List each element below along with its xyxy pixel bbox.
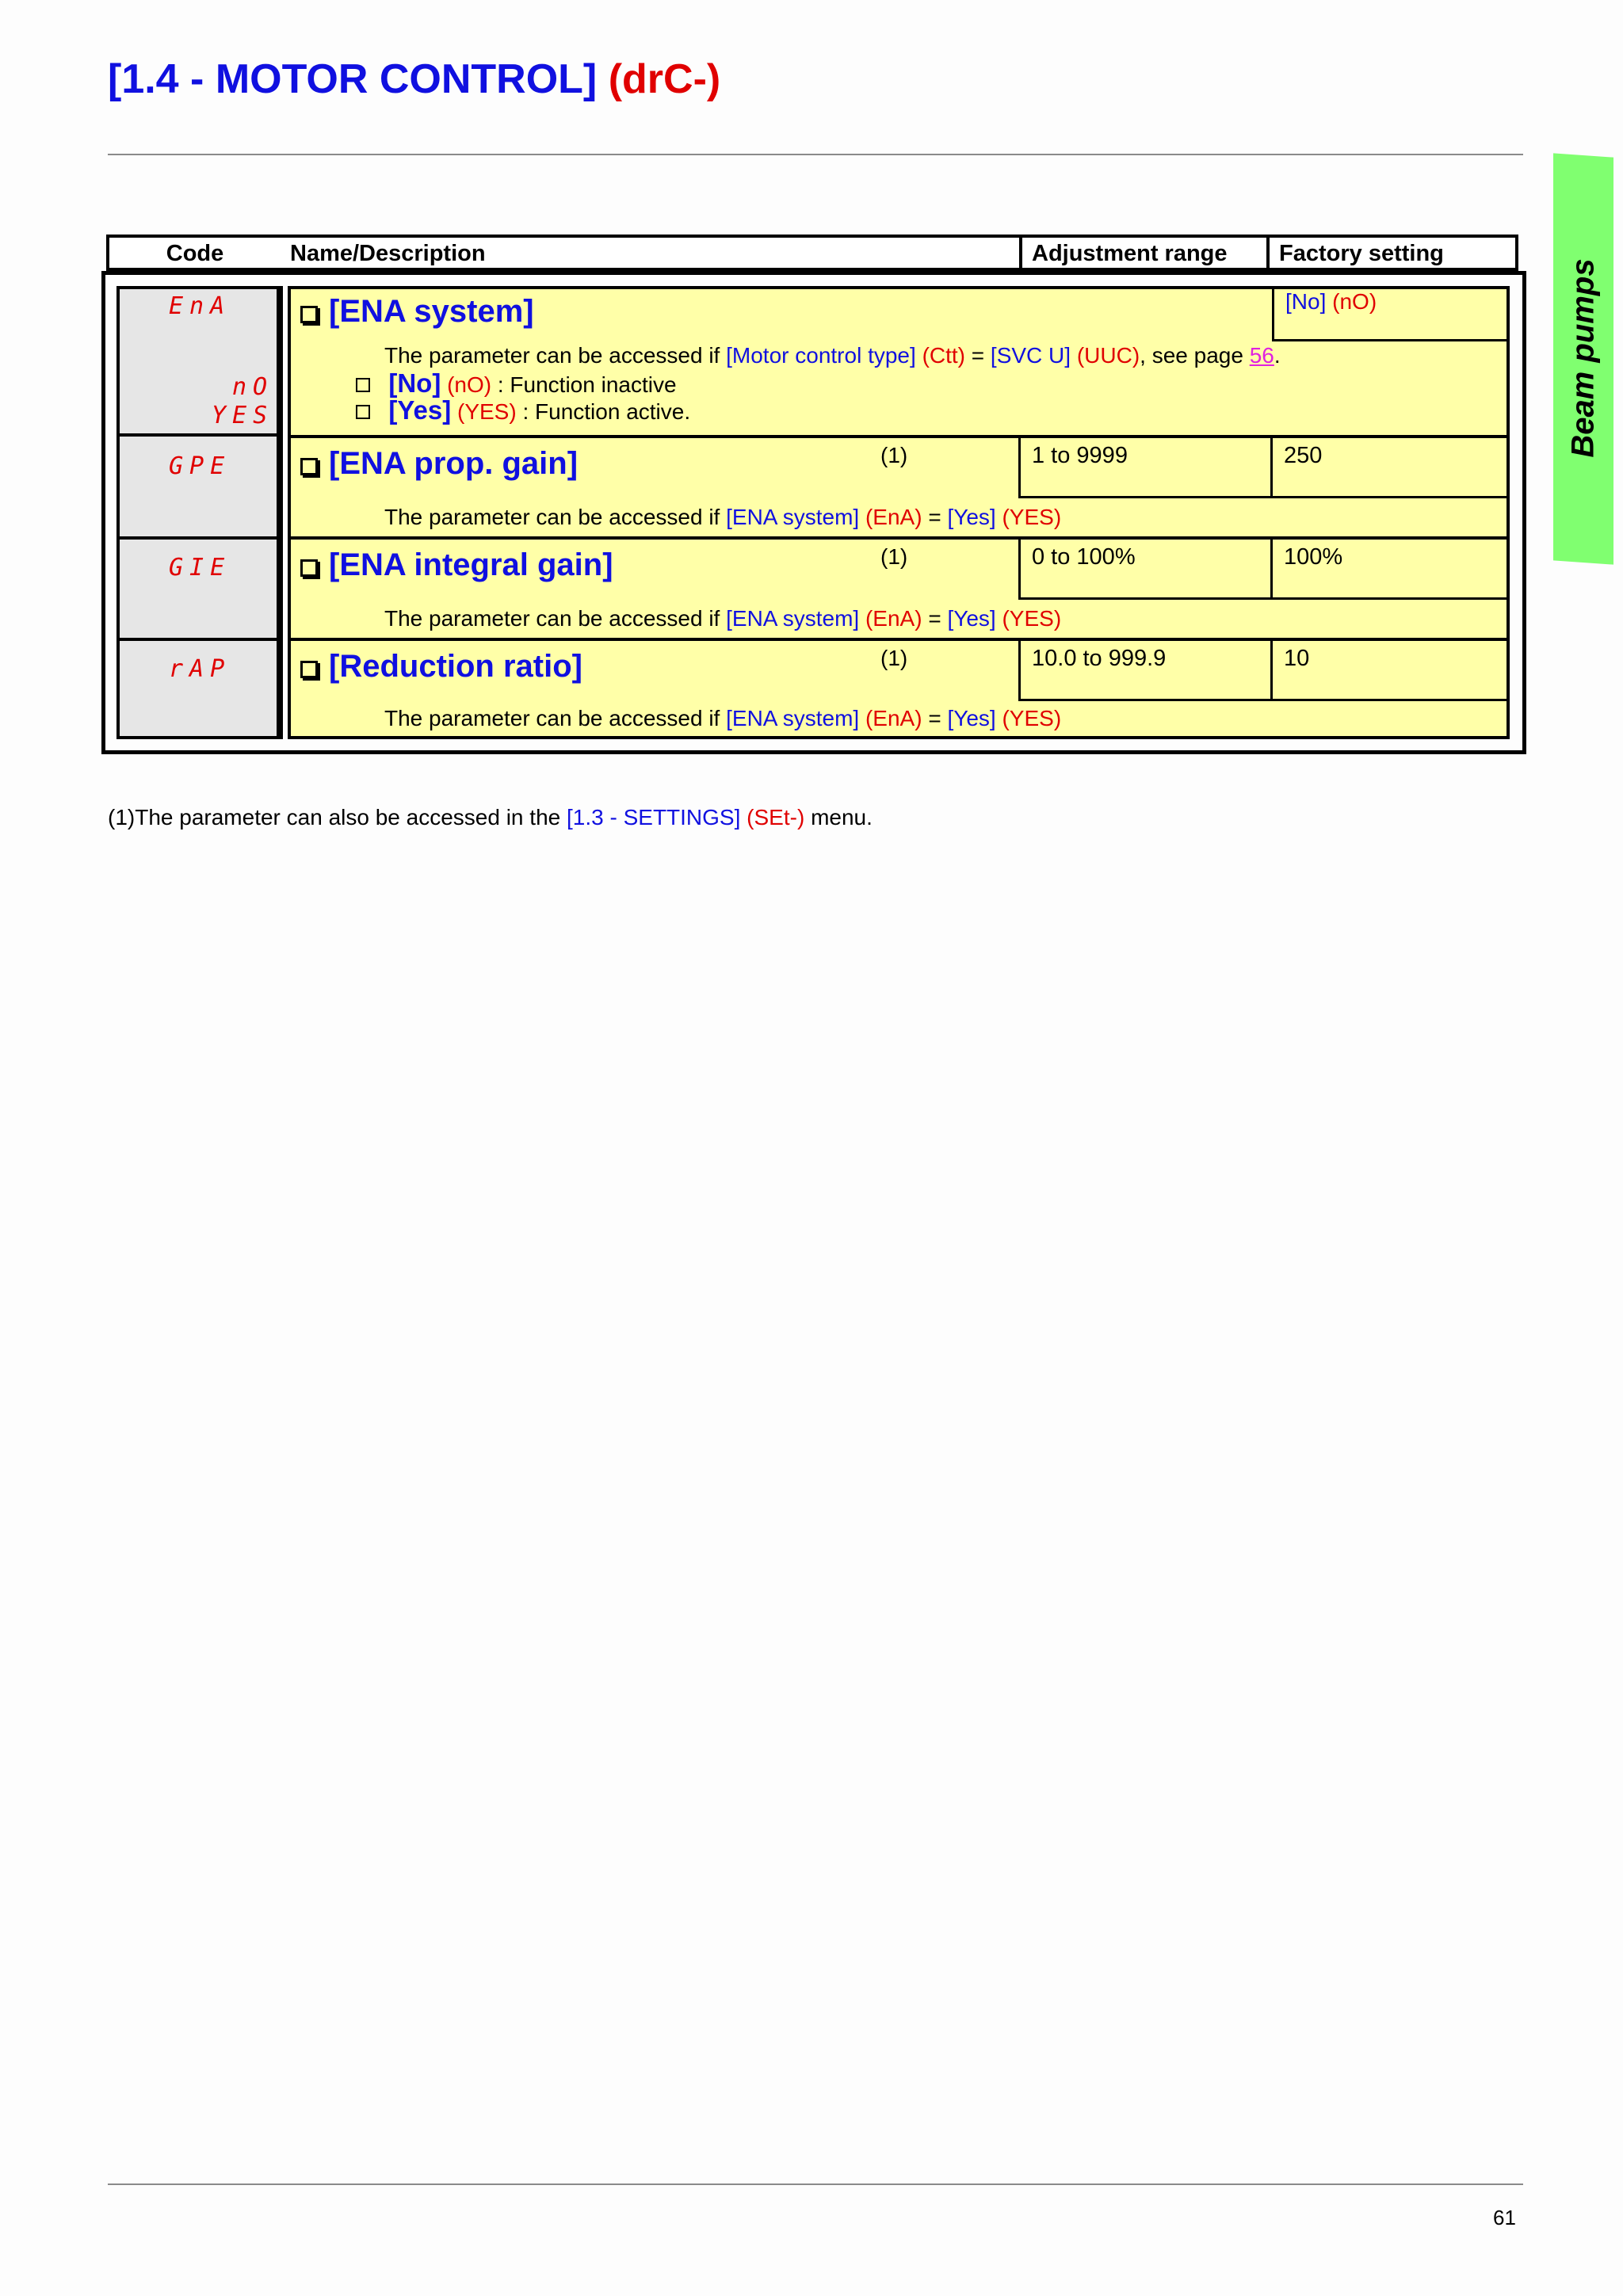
access-condition: The parameter can be accessed if [ENA system] (EnA) = [Yes] (YES) [384,606,1062,631]
page-link[interactable]: 56 [1249,343,1274,368]
parameter-name: [Reduction ratio] [300,649,582,685]
code-rap: rAP [169,655,231,683]
factory-setting-cell: 250 [1270,435,1510,498]
parameter-name: [ENA integral gain] [300,547,613,583]
column-header-factory: Factory setting [1266,235,1518,271]
table-row [288,435,1510,540]
page-number: 61 [1493,2206,1516,2229]
footnote-ref: (1) [880,646,908,670]
footnote-ref: (1) [880,443,908,467]
table-row [288,286,1510,438]
square-bullet-icon [356,378,370,392]
square-bullet-icon [356,405,370,419]
factory-setting-cell: 100% [1270,536,1510,600]
code-column-rule [278,286,283,739]
column-header-name: Name/Description [281,235,1022,271]
table-row [288,536,1510,641]
page-title [108,55,720,103]
parameter-name: [ENA prop. gain] [300,446,578,482]
code-gpe: GPE [169,452,231,480]
access-condition: The parameter can be accessed if [Motor control type] (Ctt) = [SVC U] (UUC), see page 56. [384,343,1281,368]
checkbox-bullet-icon [300,306,318,323]
code-ena: EnA [169,292,231,320]
adjustment-range-cell: 10.0 to 999.9 [1018,638,1272,701]
footnote-ref: (1) [880,544,908,569]
title-main: [1.4 - MOTOR CONTROL] [108,56,598,102]
checkbox-bullet-icon [300,661,318,678]
table-body [101,271,1526,754]
footnote: (1)The parameter can also be accessed in the [1.3 - SETTINGS] (SEt-) menu. [108,805,873,830]
title-code: (drC-) [608,56,721,102]
factory-setting-cell: [No] (nO) [1272,286,1510,341]
parameter-table [101,235,1526,754]
adjustment-range-cell: 0 to 100% [1018,536,1272,600]
side-tab-label: Beam pumps [1565,258,1601,458]
top-divider [108,154,1523,155]
code-option-no: nO [232,373,274,401]
code-row-divider [116,638,283,641]
parameter-name: [ENA system] [300,294,534,330]
code-row-divider [116,433,283,437]
checkbox-bullet-icon [300,458,318,475]
access-condition: The parameter can be accessed if [ENA system] (EnA) = [Yes] (YES) [384,706,1062,730]
bottom-divider [108,2183,1523,2185]
code-option-yes: YES [212,402,274,429]
option-yes: [Yes] (YES) : Function active. [356,395,690,425]
factory-setting-cell: 10 [1270,638,1510,701]
adjustment-range-cell: 1 to 9999 [1018,435,1272,498]
access-condition: The parameter can be accessed if [ENA system] (EnA) = [Yes] (YES) [384,505,1062,529]
option-no: [No] (nO) : Function inactive [356,368,677,399]
column-header-code: Code [106,235,284,271]
checkbox-bullet-icon [300,559,318,577]
column-header-range: Adjustment range [1019,235,1270,271]
code-gie: GIE [169,554,231,582]
code-row-divider [116,536,283,540]
table-row [288,638,1510,739]
